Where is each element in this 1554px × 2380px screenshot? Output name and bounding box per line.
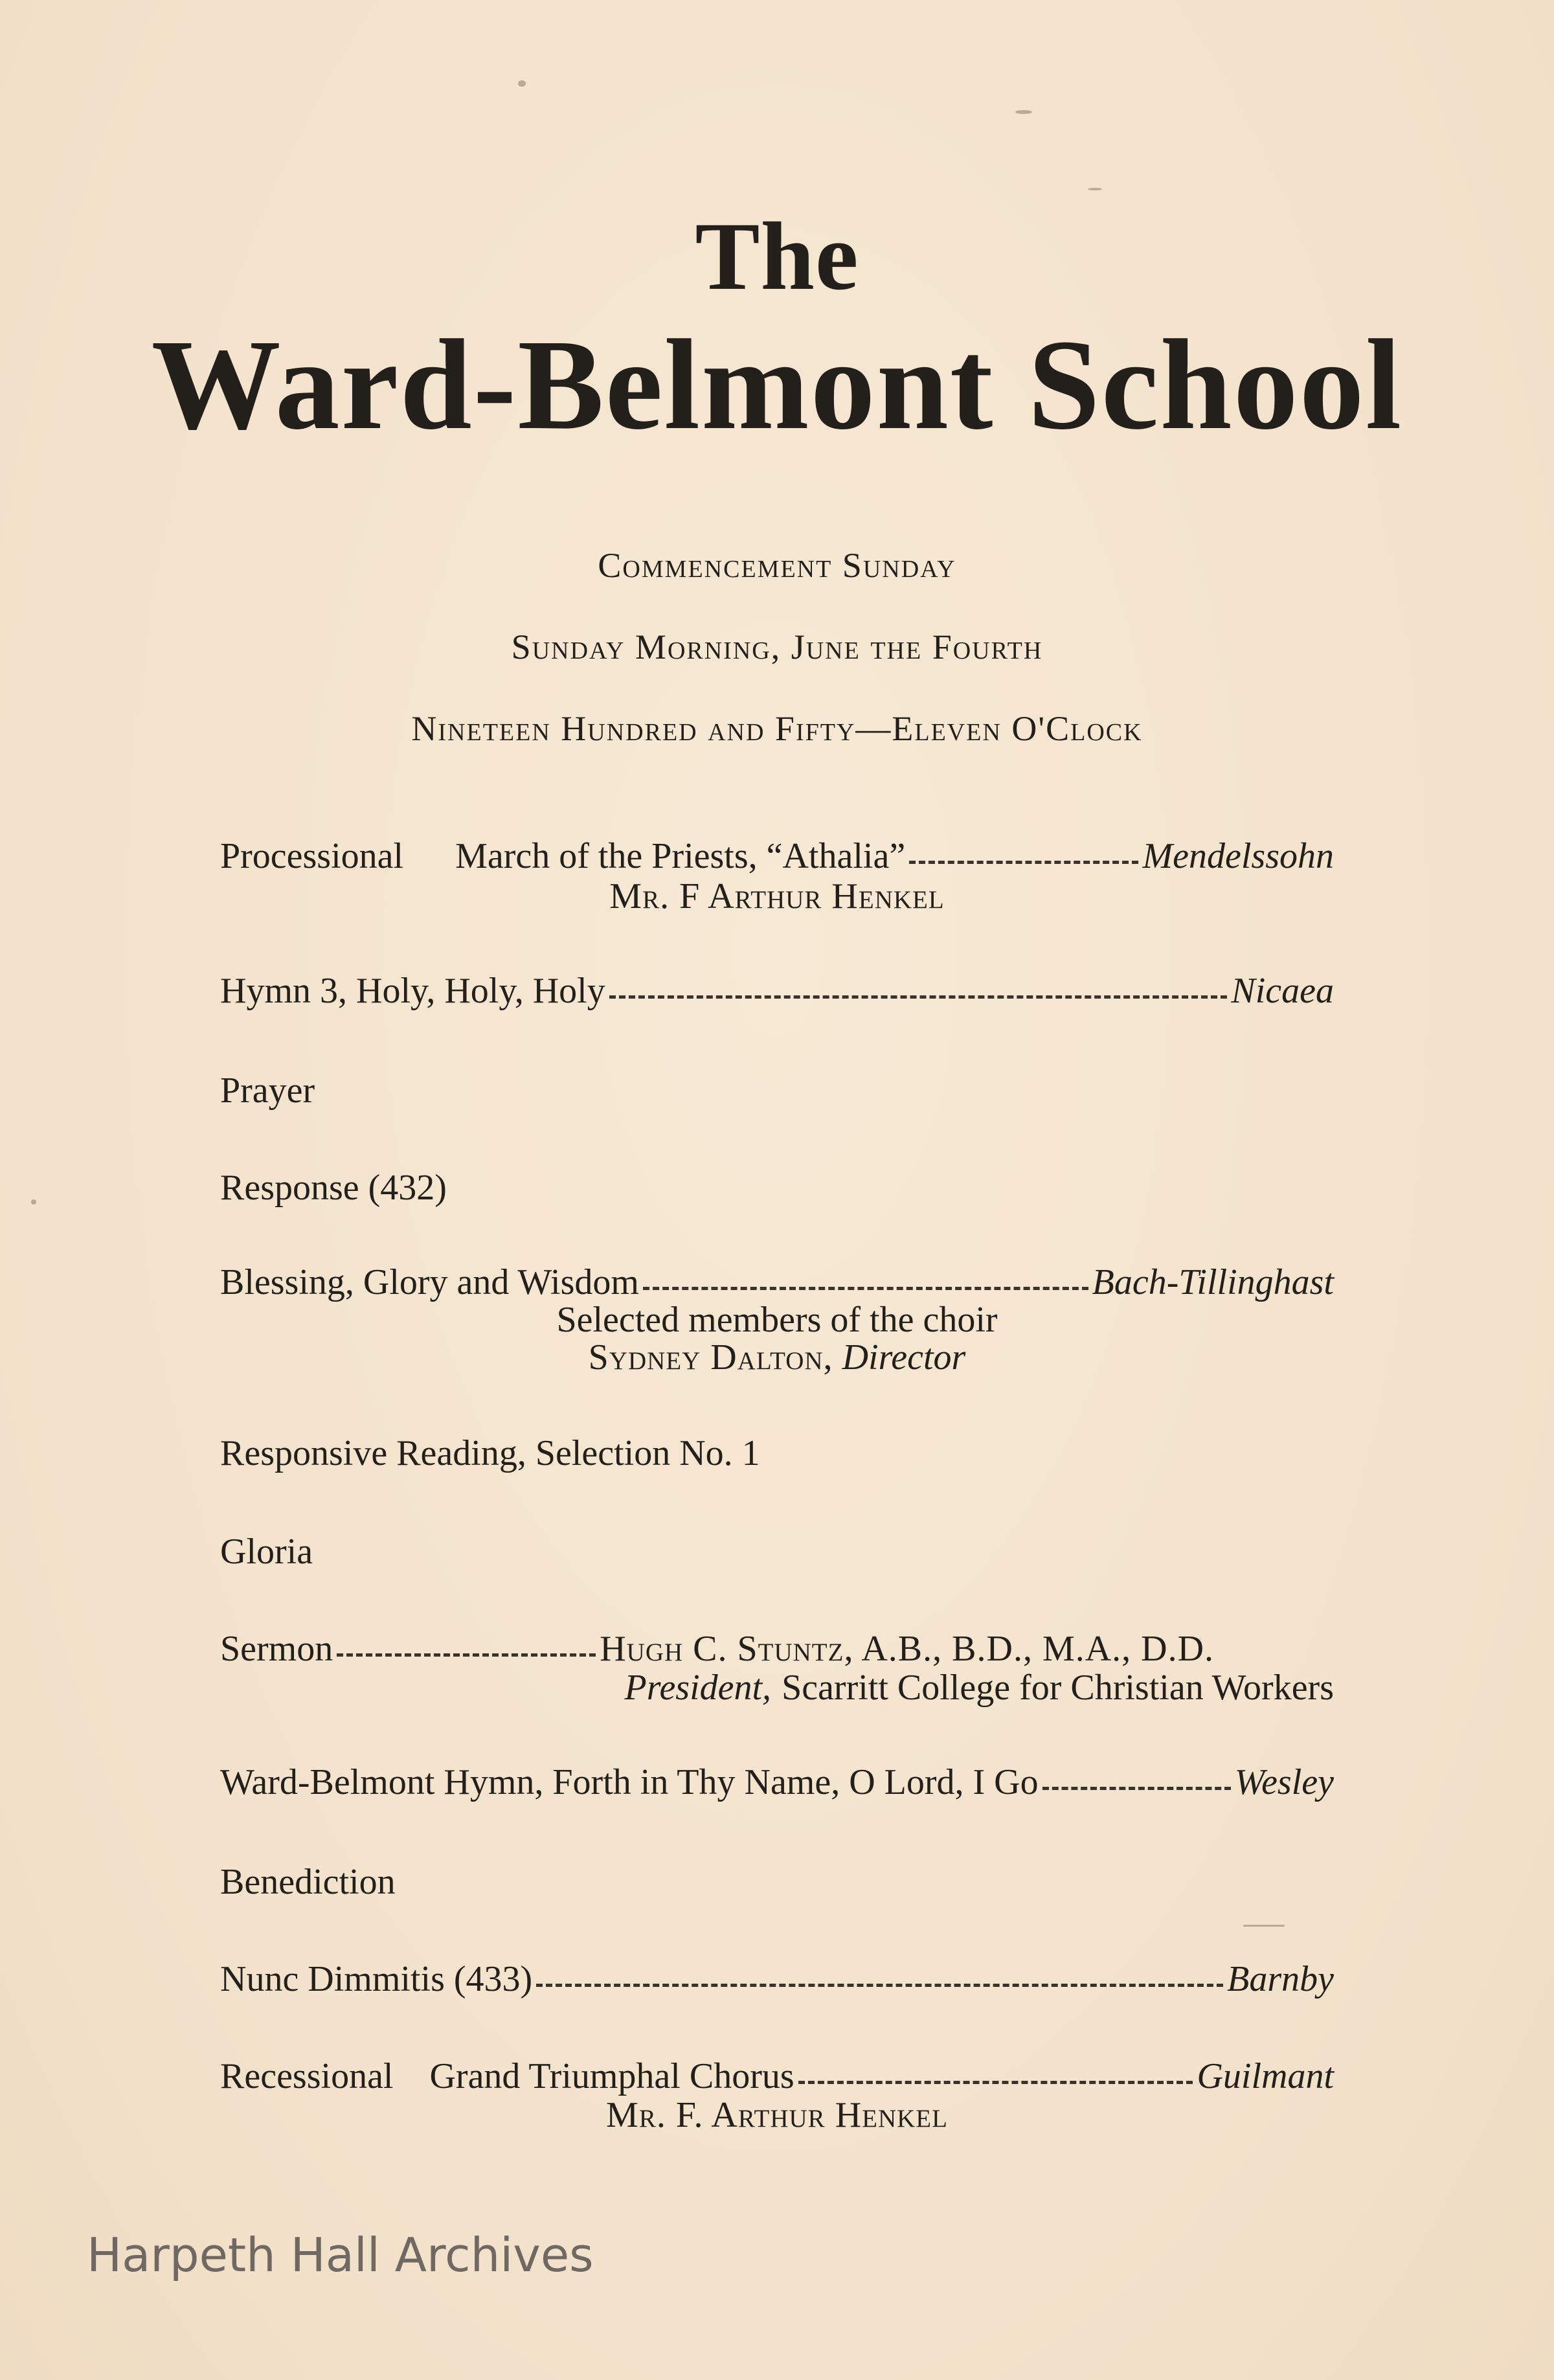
- sermon-speaker-affiliation: Scarritt College for Christian Workers: [782, 1668, 1334, 1708]
- benediction-label: Benediction: [220, 1862, 396, 1902]
- anthem-director-role: Director: [842, 1337, 966, 1377]
- program-item-school-hymn: [220, 1762, 1334, 1804]
- program-item-recessional: [220, 2056, 1334, 2098]
- program-item-response: [220, 1167, 1334, 1210]
- nunc-label: Nunc Dimmitis (433): [220, 1959, 533, 1999]
- dotted-leader: [909, 861, 1138, 864]
- school-name: Ward-Belmont School: [151, 313, 1403, 457]
- archive-watermark: Harpeth Hall Archives: [87, 2228, 594, 2282]
- program-item-gloria: [220, 1531, 1334, 1574]
- program-item-benediction: [220, 1861, 1334, 1904]
- sermon-label: Sermon: [220, 1629, 333, 1669]
- processional-performer: Mr. F Arthur Henkel: [609, 876, 945, 916]
- title-line-1: The: [695, 203, 859, 310]
- response-label: Response (432): [220, 1168, 447, 1208]
- dotted-leader: [643, 1287, 1088, 1290]
- prayer-label: Prayer: [220, 1071, 315, 1111]
- anthem-label: Blessing, Glory and Wisdom: [220, 1262, 639, 1302]
- processional-title: March of the Priests, “Athalia”: [455, 836, 906, 876]
- anthem-director-name: Sydney Dalton,: [588, 1337, 833, 1377]
- anthem-performers: Selected members of the choir: [556, 1300, 998, 1340]
- program-item-reading: [220, 1433, 1334, 1475]
- recessional-title: Grand Triumphal Chorus: [429, 2056, 794, 2096]
- paper-speck: [1243, 1925, 1285, 1927]
- processional-label: Processional: [220, 836, 404, 876]
- sermon-affiliation-line: [220, 1667, 1334, 1710]
- program-item-prayer: [220, 1070, 1334, 1113]
- paper-speck: [31, 1199, 36, 1205]
- processional-composer: Mendelssohn: [1142, 836, 1334, 876]
- processional-performer-line: [0, 876, 1554, 917]
- anthem-director-line: [0, 1337, 1554, 1378]
- nunc-composer: Barnby: [1227, 1959, 1334, 1999]
- school-hymn-composer: Wesley: [1234, 1762, 1334, 1802]
- program-item-anthem: [220, 1262, 1334, 1304]
- dotted-leader: [609, 995, 1228, 999]
- header-year-time: Nineteen Hundred and Fifty—Eleven O'Clock: [411, 709, 1143, 748]
- header-occasion: Commencement Sunday: [598, 546, 956, 585]
- dotted-leader: [1042, 1787, 1231, 1790]
- program-item-processional: [220, 835, 1334, 878]
- sermon-speaker: Hugh C. Stuntz, A.B., B.D., M.A., D.D.: [600, 1629, 1215, 1669]
- school-hymn-label: Ward-Belmont Hymn, Forth in Thy Name, O Lord, I Go: [220, 1762, 1039, 1802]
- header-date: Sunday Morning, June the Fourth: [511, 628, 1043, 666]
- hymn-label: Hymn 3, Holy, Holy, Holy: [220, 971, 605, 1011]
- dotted-leader: [337, 1653, 596, 1657]
- sermon-speaker-role: President,: [624, 1668, 772, 1708]
- dotted-leader: [798, 2081, 1193, 2084]
- hymn-tune: Nicaea: [1231, 971, 1334, 1011]
- dotted-leader: [536, 1984, 1223, 1987]
- program-item-nunc-dimittis: [220, 1958, 1334, 2001]
- program-item-sermon: [220, 1628, 1334, 1671]
- paper-speck: [518, 80, 526, 87]
- anthem-composer: Bach-Tillinghast: [1092, 1262, 1334, 1302]
- gloria-label: Gloria: [220, 1532, 313, 1572]
- program-item-hymn: [220, 970, 1334, 1013]
- reading-label: Responsive Reading, Selection No. 1: [220, 1433, 760, 1473]
- paper-speck: [1015, 110, 1032, 114]
- recessional-composer: Guilmant: [1197, 2056, 1334, 2096]
- paper-speck: [1088, 188, 1102, 190]
- recessional-performer-line: [0, 2094, 1554, 2136]
- recessional-label: Recessional: [220, 2056, 394, 2096]
- recessional-performer: Mr. F. Arthur Henkel: [606, 2095, 948, 2135]
